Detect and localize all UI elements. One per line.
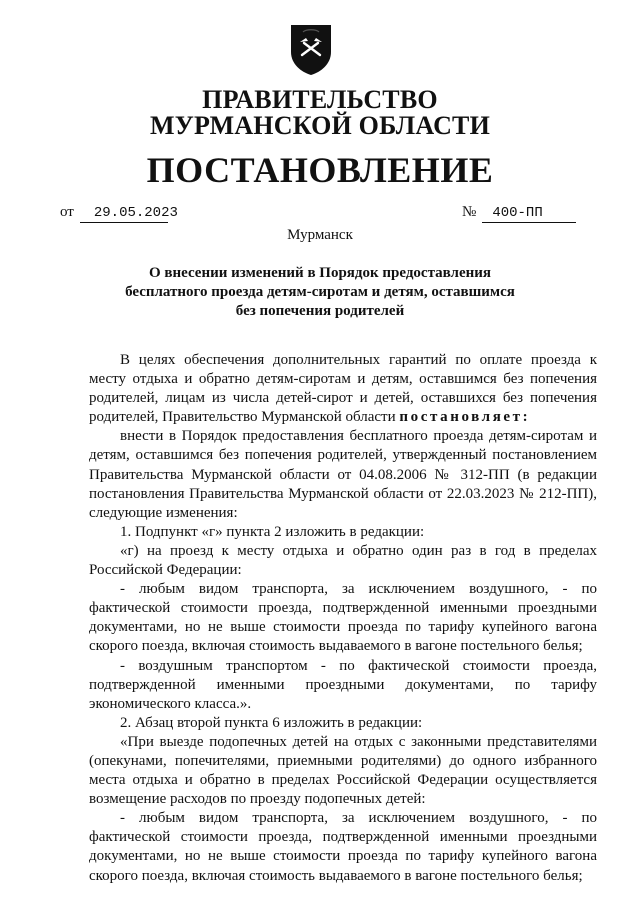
document-number-field [462, 203, 576, 223]
document-kind-title: ПОСТАНОВЛЕНИЕ [146, 150, 494, 190]
paragraph-item-1: 1. Подпункт «г» пункта 2 изложить в редакции: [120, 523, 425, 540]
resolves-verb: постановляет: [399, 409, 531, 426]
paragraph-air-transport: - воздушным транспортом - по фактической стоимости проезда, подтвержденной именными проездными документами, по тарифу экономического класса.». [89, 657, 597, 712]
paragraph-item-2: 2. Абзац второй пункта 6 изложить в редакции: [120, 714, 423, 731]
document-date-field [60, 203, 178, 223]
document-date: 29.05.2023 [80, 204, 168, 223]
paragraph-resolution: внести в Порядок предоставления бесплатного проезда детям-сиротам и детям, оставшимся без попечения родителей, утвержденный постановлением Правительства Мурманской области от 04.08.2006 № 312-ПП (в редакции постановления Правительства Мурманской области от 22.03.2023 № 212-ПП), следующие изменения: [89, 428, 597, 521]
date-prefix: от [60, 204, 74, 220]
paragraph-any-transport-2: - любым видом транспорта, за исключением воздушного, - по фактической стоимости проезда, подтвержденной именными проездными документами, но не выше стоимости проезда по тарифу купейного вагона скорого поезда, включая стоимость выдаваемого в вагоне постельного белья; [89, 810, 597, 884]
subject-line2: бесплатного проезда детям-сиротам и детям, оставшимся [125, 284, 515, 300]
government-name-line1: ПРАВИТЕЛЬСТВО [202, 85, 438, 114]
document-city: Мурманск [287, 227, 353, 243]
government-name-line2: МУРМАНСКОЙ ОБЛАСТИ [149, 111, 491, 140]
paragraph-preamble [89, 351, 597, 427]
paragraph-subitem-g: «г) на проезд к месту отдыха и обратно один раз в год в пределах Российской Федерации: [89, 542, 597, 579]
paragraph-any-transport: - любым видом транспорта, за исключением воздушного, - по фактической стоимости проезда, подтвержденной именными проездными документами, но не выше стоимости проезда по тарифу купейного вагона скорого поезда, включая стоимость выдаваемого в вагоне постельного белья; [89, 581, 597, 655]
document-number: 400-ПП [482, 204, 576, 223]
number-prefix: № [462, 204, 477, 220]
preamble-text: В целях обеспечения дополнительных гарантий по оплате проезда к месту отдыха и обратно детям-сиротам и детям, оставшимся без попечения родителей, лицам из числа детей-сирот и детей, оставшихся без попечения родителей, Правительство Мурманской области [89, 352, 597, 426]
document-body [89, 351, 597, 886]
document-subject [0, 264, 640, 321]
subject-line3: без попечения родителей [235, 303, 405, 319]
paragraph-guardians: «При выезде подопечных детей на отдых с законными представителями (опекунами, попечителями, приемными родителями) до одного избранного места отдыха и обратно в пределах Российской Федерации осуществляется возмещение расходов по проезду подопечных детей: [89, 733, 597, 808]
subject-line1: О внесении изменений в Порядок предоставления [148, 265, 492, 281]
coat-of-arms-icon [288, 22, 334, 76]
